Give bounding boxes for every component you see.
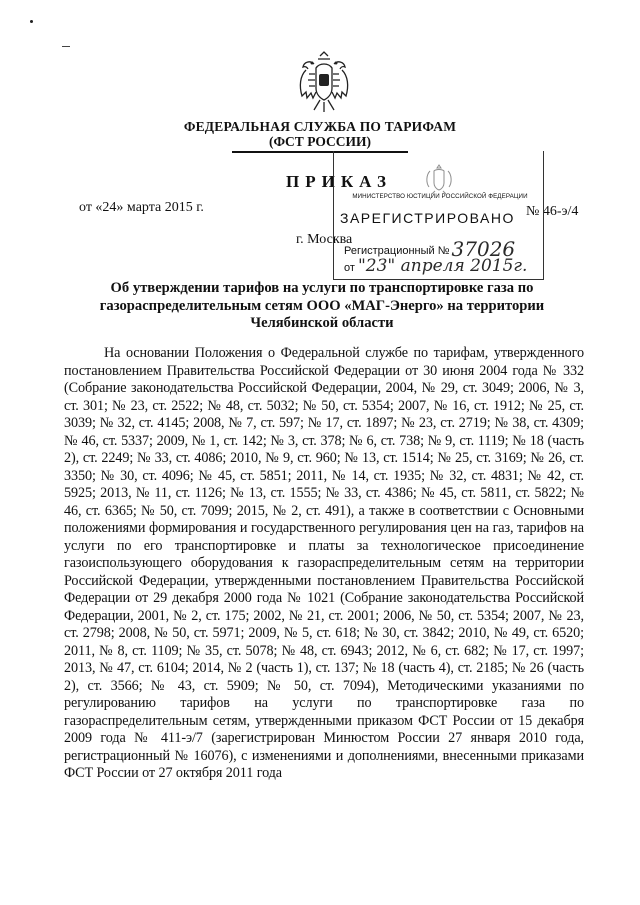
- stamp-date-label: от: [344, 262, 355, 274]
- scan-mark: [62, 46, 70, 47]
- stamp-ministry-name: МИНИСТЕРСТВО ЮСТИЦИИ РОССИЙСКОЙ ФЕДЕРАЦИИ: [352, 193, 528, 200]
- order-date: от «24» марта 2015 г.: [79, 200, 204, 215]
- double-headed-eagle-icon: [296, 50, 352, 116]
- scan-speck: [30, 20, 33, 23]
- stamp-registration-number: 37026: [451, 237, 516, 261]
- document-type: ПРИКАЗ: [286, 172, 392, 191]
- stamp-date-line: [344, 256, 527, 276]
- eagle-seal-icon: [422, 161, 456, 195]
- stamp-status: ЗАРЕГИСТРИРОВАНО: [340, 210, 515, 226]
- stamp-registration-label: Регистрационный №: [344, 245, 450, 257]
- agency-name: ФЕДЕРАЛЬНАЯ СЛУЖБА ПО ТАРИФАМ: [183, 119, 457, 134]
- order-number: № 46-э/4: [526, 204, 579, 219]
- agency-short-name: (ФСТ РОССИИ): [268, 134, 372, 149]
- stamp-date-value: "23" апреля 2015г.: [357, 256, 528, 276]
- document-title: Об утверждении тарифов на услуги по транспортировке газа по газораспределительным сетям ООО «МАГ-Энерго» на территории Челябинской области: [99, 280, 545, 331]
- body-paragraph: На основании Положения о Федеральной службе по тарифам, утвержденного постановлением Правительства Российской Федерации от 30 июня 2004 года № 332 (Собрание законодательства Российской Федерации, 2004, № 29, ст. 3049; 2006, № 3, ст. 301; № 23, ст. 2522; № 48, ст. 5032; № 50, ст. 5354; 2007, № 16, ст. 1912; № 25, ст. 3039; № 32, ст. 4145; 2008, № 7, ст. 597; № 17, ст. 1897; № 23, ст. 2719; № 38, ст. 4309; № 46, ст. 5337; 2009, № 1, ст. 142; № 3, ст. 378; № 6, ст. 738; № 9, ст. 1119; № 18 (часть 2), ст. 2249; № 33, ст. 4086; 2010, № 9, ст. 960; № 13, ст. 1514; № 25, ст. 3169; № 26, ст. 3350; № 30, ст. 4096; № 45, ст. 5851; 2011, № 14, ст. 1935; № 32, ст. 4831; № 42, ст. 5925; 2013, № 11, ст. 1126; № 13, ст. 1555; № 33, ст. 4386; № 45, ст. 5811, ст. 5822; № 46, ст. 6365; № 50, ст. 7099; 2015, № 2, ст. 491), а также в соответствии с Основными положениями формирования и государственного регулирования цен на газ, тарифов на услуги по его транспортировке и платы за технологическое присоединение газоиспользующего оборудования к газораспределительным сетям на территории Российской Федерации, утвержденными постановлением Правительства Российской Федерации от 29 декабря 2000 года № 1021 (Собрание законодательства Российской Федерации, 2001, № 2, ст. 175; 2002, № 21, ст. 2001; 2006, № 50, ст. 5354; 2007, № 23, ст. 2798; 2008, № 50, ст. 5971; 2009, № 5, ст. 618; № 30, ст. 3842; 2010, № 49, ст. 6520; 2011, № 8, ст. 1109; № 35, ст. 5078; № 48, ст. 6943; 2012, № 6, ст. 682; № 17, ст. 1997; 2013, № 47, ст. 6104; 2014, № 2 (часть 1), ст. 137; № 18 (часть 4), ст. 2185; № 26 (часть 2), ст. 3566; № 43, ст. 5909; № 50, ст. 7094), Методическими указаниями по регулированию тарифов на услуги по транспортировке газа по газораспределительным сетям, утвержденными приказом ФСТ России от 15 декабря 2009 года № 411-э/7 (зарегистрирован Минюстом России 27 января 2010 года, регистрационный № 16076), с изменениями и дополнениями, внесенными приказами ФСТ России от 27 октября 2011 года: [64, 345, 584, 781]
- order-city: г. Москва: [296, 232, 353, 247]
- registration-stamp: [333, 151, 544, 280]
